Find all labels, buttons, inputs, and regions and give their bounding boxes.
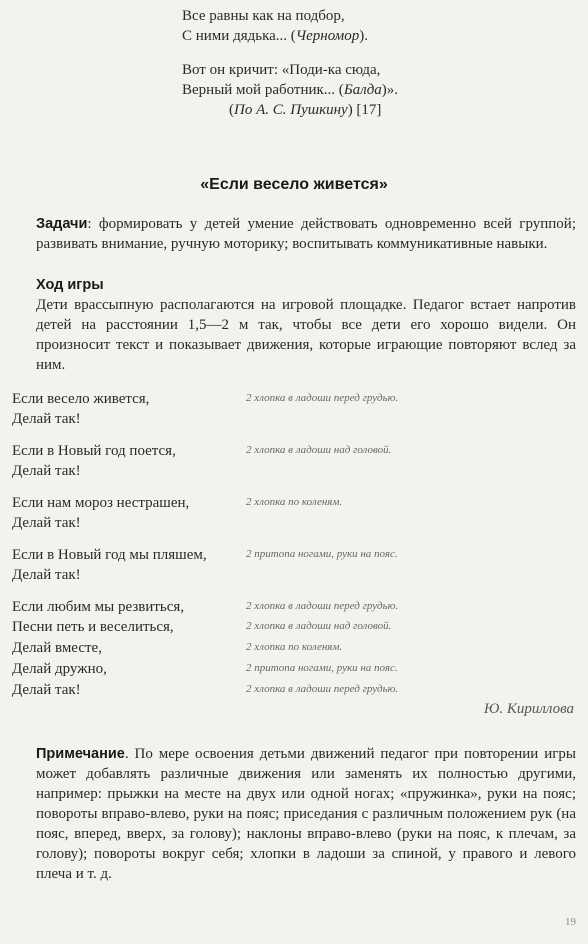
tasks-label: Задачи [36, 216, 88, 232]
game-title: «Если весело живется» [200, 176, 388, 193]
rhyme-note: 2 притопа ногами, руки на пояс. [246, 548, 398, 560]
note-text: . По мере освоения детьми движений педагог при повторении игры может добавлять различные движения или заменять их полностью другими, например: прыжки на месте на двух или одной ногах; «пружинка», руки на пояс; повороты вправо-влево, руки на пояс; приседания с различным положением рук (на пояс, вперед, вверх, за голову); наклоны вправо-влево (руки на пояс, к плечам, за голову); повороты вокруг себя; хлопки в ладоши за спиной, у правого и левого плеча и т. д. [36, 746, 576, 882]
tasks-text: : формировать у детей умение действовать одновременно всей группой; развивать внимание, ручную моторику; воспитывать коммуникативные навыки. [36, 216, 576, 252]
rhyme-line: Делай так! [12, 682, 81, 698]
poem-line [182, 80, 398, 100]
rhyme-note: 2 хлопка в ладоши над головой. [246, 444, 392, 456]
poem-line [182, 26, 398, 46]
rhyme-author: Ю. Кириллова [483, 701, 574, 717]
rhyme-note: 2 хлопка в ладоши над головой. [246, 620, 392, 632]
rhyme-line: Песни петь и веселиться, [12, 619, 174, 635]
poem-line: Вот он кричит: «Поди-ка сюда, [182, 62, 381, 78]
rhyme-note: 2 хлопка в ладоши перед грудью. [246, 392, 399, 404]
rhyme-note: 2 хлопка в ладоши перед грудью. [246, 600, 399, 612]
rhyme-note: 2 хлопка в ладоши перед грудью. [246, 683, 399, 695]
rhyme-line: Делай так! [12, 567, 81, 583]
rhyme-note: 2 хлопка по коленям. [246, 641, 343, 653]
game-text: Дети врассыпную располагаются на игровой площадке. Педагог встает напротив детей на расстоянии 1,5—2 м так, чтобы все дети его хорошо видели. Он произносит текст и показывает движения, которые играющие повторяют вслед за ним. [36, 297, 576, 373]
poem-answer: Черномор [295, 28, 360, 44]
rhyme-line: Делай так! [12, 463, 81, 479]
rhyme-line: Делай так! [12, 515, 81, 531]
game-section [12, 275, 576, 375]
rhyme-line: Делай вместе, [12, 640, 102, 656]
game-heading: Ход игры [36, 277, 104, 293]
rhyme-line: Если любим мы резвиться, [12, 599, 185, 615]
note-paragraph [12, 744, 576, 884]
rhyme-line: Если в Новый год поется, [12, 443, 176, 459]
rhyme-line: Если весело живется, [12, 391, 150, 407]
rhyme-line: Если нам мороз нестрашен, [12, 495, 190, 511]
rhyme-line: Делай так! [12, 411, 81, 427]
rhyme-line: Делай дружно, [12, 661, 107, 677]
page-number: 19 [565, 916, 576, 928]
poem-text: )». [381, 82, 399, 98]
poem-text: С ними дядька... ( [182, 28, 296, 44]
top-poem [182, 6, 398, 120]
rhyme-note: 2 притопа ногами, руки на пояс. [246, 662, 398, 674]
poem-text: Верный мой работник... ( [182, 82, 344, 98]
poem-line: Все равны как на подбор, [182, 8, 345, 24]
poem-answer: Балда [343, 82, 382, 98]
rhyme-note: 2 хлопка по коленям. [246, 496, 343, 508]
rhyme-line: Если в Новый год мы пляшем, [12, 547, 207, 563]
tasks-paragraph [12, 214, 576, 254]
poem-attribution: (По А. С. Пушкину) [17] [229, 102, 382, 118]
note-label: Примечание [36, 746, 125, 762]
poem-text: ). [359, 28, 368, 44]
